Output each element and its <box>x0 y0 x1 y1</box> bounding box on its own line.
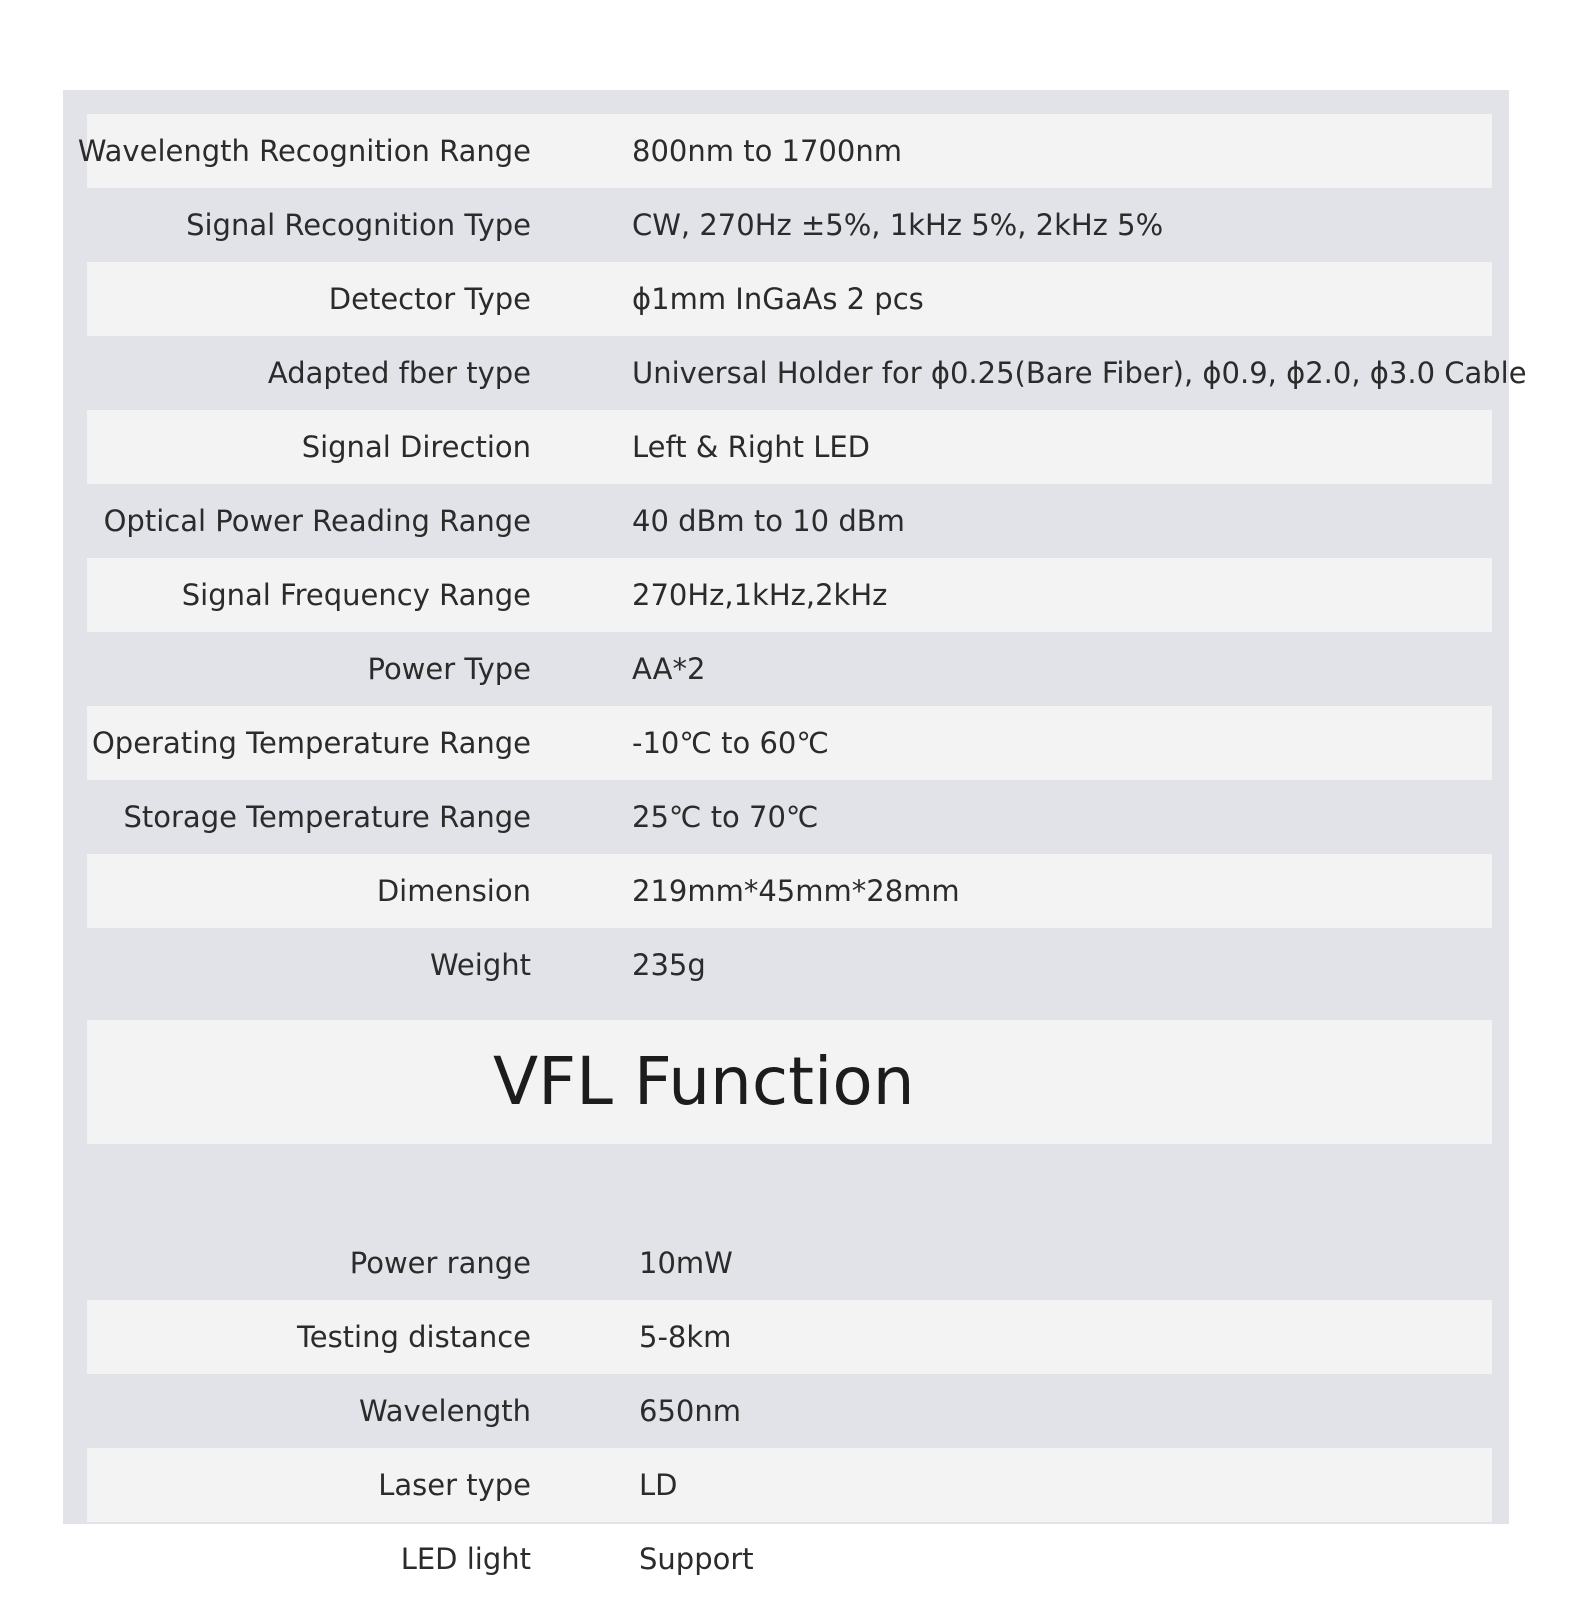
spec-value: 10mW <box>639 1246 733 1280</box>
spec-value: 800nm to 1700nm <box>632 134 902 168</box>
spec-row-operating-temperature-range <box>87 706 1492 780</box>
spec-value: -10℃ to 60℃ <box>632 726 829 760</box>
spec-value: 40 dBm to 10 dBm <box>632 504 905 538</box>
spec-label: Signal Frequency Range <box>181 578 531 612</box>
spec-label: Weight <box>429 948 531 982</box>
spec-row-power-type <box>87 632 1492 706</box>
spec-row-signal-recognition-type <box>87 188 1492 262</box>
spec-row-wavelength-recognition-range <box>77 114 1492 188</box>
spec-panel <box>63 90 1527 1576</box>
spec-value: AA*2 <box>632 652 706 686</box>
spec-label: Signal Recognition Type <box>186 208 531 242</box>
spec-row-led-light <box>87 1522 1492 1596</box>
spec-row-laser-type <box>87 1448 1492 1522</box>
spec-label: Testing distance <box>296 1320 531 1354</box>
section-title: VFL Function <box>493 1043 915 1120</box>
spec-value: 235g <box>632 948 706 982</box>
spec-label: Power Type <box>367 652 531 686</box>
spec-row-wavelength <box>87 1374 1492 1448</box>
vfl-spec-table <box>87 1226 1492 1596</box>
spec-value: 25℃ to 70℃ <box>632 800 819 834</box>
spec-label: Dimension <box>376 874 531 908</box>
spec-table <box>77 114 1527 1002</box>
spec-value: ϕ1mm InGaAs 2 pcs <box>632 282 924 316</box>
spec-value: Support <box>639 1542 754 1576</box>
spec-label: Laser type <box>378 1468 531 1502</box>
spec-row-adapted-fiber-type <box>87 336 1527 410</box>
spec-row-dimension <box>87 854 1492 928</box>
spec-value: CW, 270Hz ±5%, 1kHz 5%, 2kHz 5% <box>632 208 1164 242</box>
spec-label: LED light <box>400 1542 531 1576</box>
spec-value: Left & Right LED <box>632 430 871 464</box>
spec-label: Adapted fber type <box>267 356 531 390</box>
spec-row-power-range <box>87 1226 1492 1300</box>
spec-value: 650nm <box>639 1394 741 1428</box>
spec-label: Wavelength Recognition Range <box>77 134 531 168</box>
spec-label: Signal Direction <box>301 430 531 464</box>
spec-row-detector-type <box>87 262 1492 336</box>
spec-row-storage-temperature-range <box>87 780 1492 854</box>
spec-value: Universal Holder for ϕ0.25(Bare Fiber), ϕ0.9, ϕ2.0, ϕ3.0 Cable <box>632 356 1527 390</box>
spec-label: Detector Type <box>328 282 531 316</box>
spec-label: Storage Temperature Range <box>123 800 531 834</box>
spec-row-optical-power-reading-range <box>87 484 1492 558</box>
spec-label: Operating Temperature Range <box>91 726 531 760</box>
spec-label: Wavelength <box>358 1394 531 1428</box>
spec-row-signal-direction <box>87 410 1492 484</box>
spec-value: 219mm*45mm*28mm <box>632 874 960 908</box>
spec-row-signal-frequency-range <box>87 558 1492 632</box>
spec-row-testing-distance <box>87 1300 1492 1374</box>
vfl-section-header <box>87 1020 1492 1144</box>
spec-row-weight <box>87 928 1492 1002</box>
spec-label: Power range <box>349 1246 531 1280</box>
spec-label: Optical Power Reading Range <box>103 504 531 538</box>
spec-value: 5-8km <box>639 1320 732 1354</box>
spec-value: LD <box>639 1468 678 1502</box>
spec-value: 270Hz,1kHz,2kHz <box>632 578 888 612</box>
